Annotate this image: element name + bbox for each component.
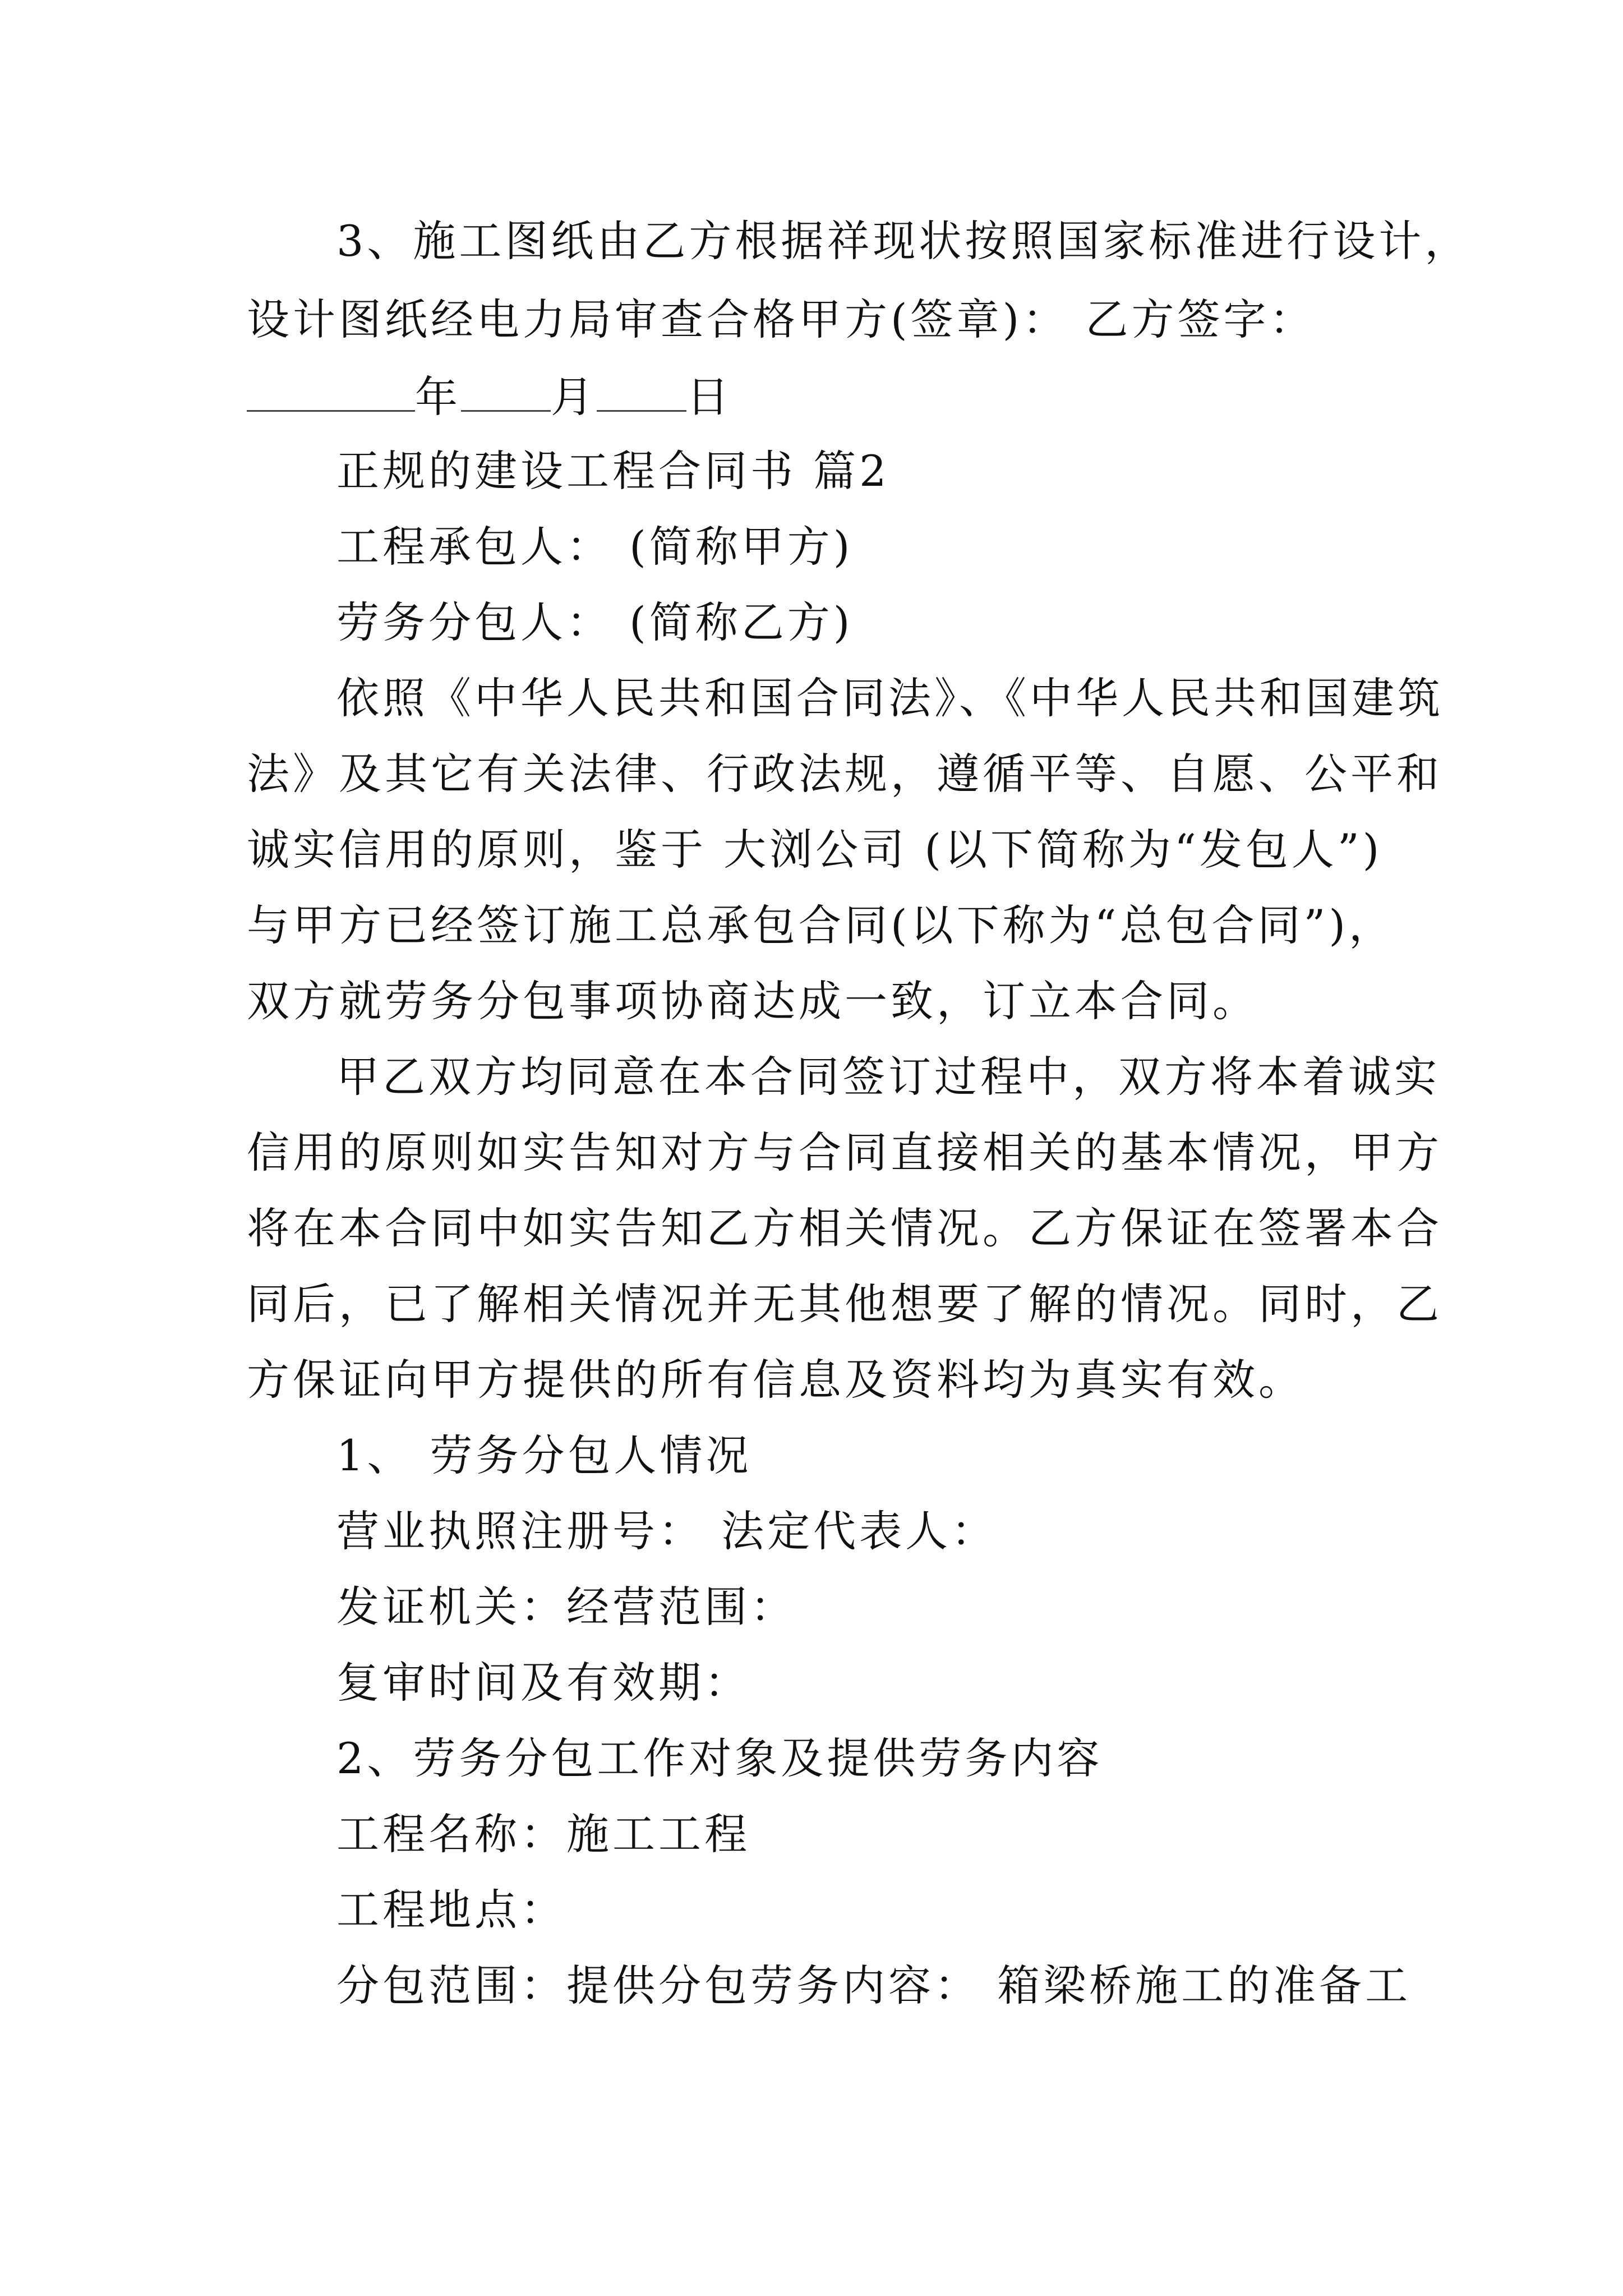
paragraph-line: 工程地点： <box>336 1885 566 1935</box>
date-line <box>247 367 732 425</box>
paragraph-line: 发证机关：经营范围： <box>336 1582 796 1632</box>
year-label: 年 <box>415 372 461 422</box>
paragraph-line: 信用的原则如实告知对方与合同直接相关的基本情况，甲方 <box>247 1128 1442 1177</box>
paragraph-line: 诚实信用的原则，鉴于 大浏公司 (以下简称为“发包人”) <box>247 825 1383 875</box>
paragraph-line: 工程承包人： (简称甲方) <box>336 522 854 572</box>
paragraph-line: 1、 劳务分包人情况 <box>336 1430 752 1480</box>
month-label: 月 <box>551 372 597 422</box>
day-label: 日 <box>686 372 732 422</box>
paragraph-line: 将在本合同中如实告知乙方相关情况。乙方保证在签署本合 <box>247 1203 1442 1253</box>
day-blank <box>597 367 686 412</box>
paragraph-line: 劳务分包人： (简称乙方) <box>336 597 854 647</box>
paragraph-line: 营业执照注册号： 法定代表人： <box>336 1506 998 1556</box>
paragraph-line: 工程名称：施工工程 <box>336 1809 750 1859</box>
paragraph-line: 分包范围：提供分包劳务内容： 箱梁桥施工的准备工 <box>336 1961 1412 2010</box>
year-blank <box>247 367 415 412</box>
month-blank <box>461 367 551 412</box>
section-heading: 正规的建设工程合同书 篇2 <box>336 446 890 496</box>
paragraph-line: 复审时间及有效期： <box>336 1658 750 1708</box>
paragraph-line: 双方就劳务分包事项协商达成一致，订立本合同。 <box>247 976 1258 1026</box>
paragraph-line: 设计图纸经电力局审查合格甲方(签章)： 乙方签字： <box>247 295 1316 344</box>
paragraph-line: 方保证向甲方提供的所有信息及资料均为真实有效。 <box>247 1355 1304 1405</box>
paragraph-line: 2、劳务分包工作对象及提供劳务内容 <box>336 1733 1103 1783</box>
paragraph-line: 法》及其它有关法律、行政法规，遵循平等、自愿、公平和 <box>247 749 1442 799</box>
paragraph-line: 同后，已了解相关情况并无其他想要了解的情况。同时，乙 <box>247 1279 1442 1329</box>
paragraph-line: 与甲方已经签订施工总承包合同(以下称为“总包合同”)， <box>247 900 1395 950</box>
paragraph-line: 依照《中华人民共和国合同法》、《中华人民共和国建筑 <box>336 673 1444 723</box>
paragraph-line: 甲乙双方均同意在本合同签订过程中，双方将本着诚实 <box>336 1052 1440 1102</box>
paragraph-line: 3、施工图纸由乙方根据祥现状按照国家标准进行设计， <box>336 216 1471 266</box>
